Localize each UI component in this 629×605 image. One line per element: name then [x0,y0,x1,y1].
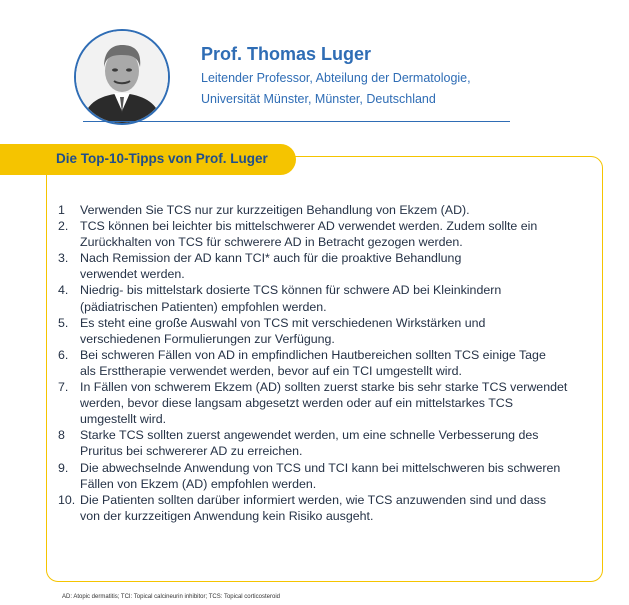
speaker-name: Prof. Thomas Luger [201,44,372,64]
tip-number: 5. [58,315,69,330]
tip-number: 6. [58,347,69,362]
header-divider [83,121,510,122]
tip-text: Es steht eine große Auswahl von TCS mit verschiedenen Wirkstärken und verschiedenen Formulierungen zur Verfügung. [80,315,486,346]
tip-number: 2. [58,219,69,234]
tip-text: In Fällen von schwerem Ekzem (AD) sollten zuerst starke bis sehr starke TCS verwendet werden, bevor diese langsam abgesetzt werden oder auf ein mittelstarkes TCS umgestellt wird. [80,380,568,427]
list-item [58,379,598,427]
tip-text: Starke TCS sollten zuerst angewendet werden, um eine schnelle Verbesserung des Pruritus bei schwererer AD zu erreichen. [80,428,539,459]
list-item [58,347,598,379]
list-item [58,250,598,282]
list-item [58,427,598,459]
tip-number: 1 [58,203,65,217]
list-item [58,202,598,218]
list-item [58,492,598,524]
list-item [58,315,598,347]
tip-text: Die abwechselnde Anwendung von TCS und TCI kann bei mittelschweren bis schweren Fällen von Ekzem (AD) empfohlen werden. [80,460,561,491]
tip-number: 9. [58,460,69,475]
avatar [74,29,170,125]
affiliation-line: Leitender Professor, Abteilung der Dermatologie, [201,71,471,85]
tip-text: Verwenden Sie TCS nur zur kurzzeitigen Behandlung von Ekzem (AD). [80,203,470,217]
tip-text: Bei schweren Fällen von AD in empfindlichen Hautbereichen sollten TCS einige Tage als Ersttherapie verwendet werden, bevor auf ein TCI umgestellt wird. [80,347,546,378]
list-item [58,460,598,492]
affiliation-line: Universität Münster, Münster, Deutschland [201,92,436,106]
tip-number: 4. [58,283,69,298]
tip-text: TCS können bei leichter bis mittelschwerer AD verwendet werden. Zudem sollte ein Zurückhalten von TCS für schwerere AD in Betracht gezogen werden. [80,219,538,250]
tip-text: Nach Remission der AD kann TCI* auch für die proaktive Behandlung verwendet werden. [80,251,462,282]
tips-title: Die Top-10-Tipps von Prof. Luger [56,151,268,166]
tip-number: 10. [58,492,76,507]
portrait-photo [76,31,168,123]
list-item [58,218,598,250]
tip-text: Niedrig- bis mittelstark dosierte TCS können für schwere AD bei Kleinkindern (pädiatrischen Patienten) empfohlen werden. [80,283,502,314]
tip-number: 3. [58,251,69,266]
speaker-affiliation [201,68,471,110]
tip-number: 8 [58,428,65,443]
tip-number: 7. [58,380,69,395]
tips-list [58,202,598,524]
abbreviation-footnote: AD: Atopic dermatitis; TCI: Topical calcineurin inhibitor; TCS: Topical corticosteroid [62,594,280,600]
tip-text: Die Patienten sollten darüber informiert werden, wie TCS anzuwenden sind und dass von der kurzzeitigen Anwendung kein Risiko ausgeht. [80,492,547,523]
list-item [58,282,598,314]
